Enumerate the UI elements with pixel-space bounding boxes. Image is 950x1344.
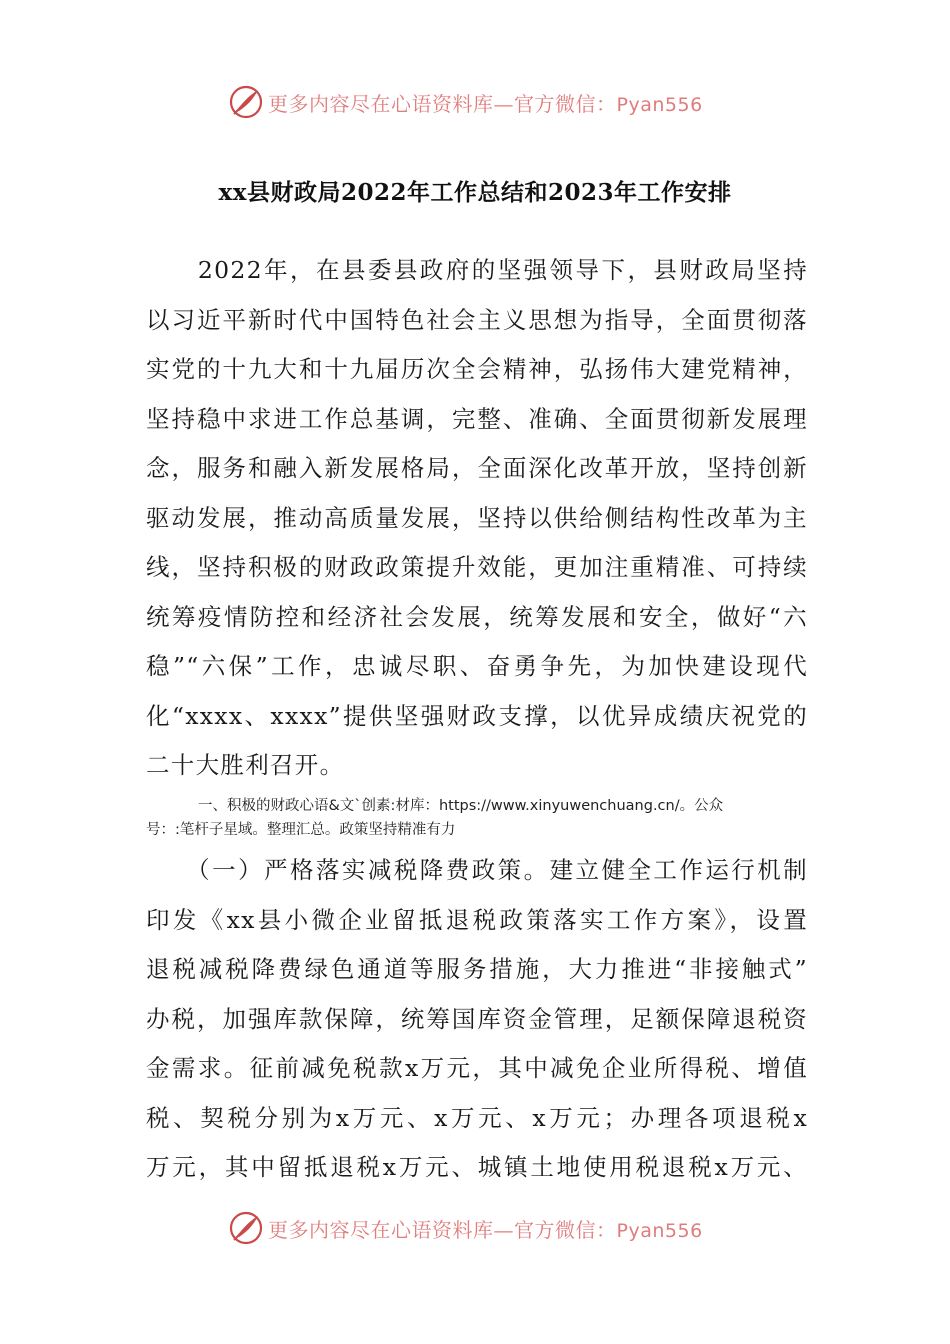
header-watermark-banner (228, 82, 748, 122)
wechat-id: Pyan556 (616, 93, 703, 116)
paragraph-line: 二十大胜利召开。 (146, 751, 345, 779)
document-title: xx县财政局2022年工作总结和2023年工作安排 (218, 179, 732, 206)
paragraph-line: 金需求。征前减免税款x万元，其中减免企业所得税、增值 (146, 1054, 808, 1082)
quill-logo-icon (228, 84, 264, 120)
inserted-note (146, 794, 810, 842)
paragraph-line: 坚持稳中求进工作总基调，完整、准确、全面贯彻新发展理 (146, 404, 808, 433)
paragraph-line: 统筹疫情防控和经济社会发展，统筹发展和安全，做好“六 (146, 602, 808, 631)
paragraph-line: 印发《xx县小微企业留抵退税政策落实工作方案》，设置 (146, 905, 808, 934)
paragraph-line: 线，坚持积极的财政政策提升效能，更加注重精准、可持续 (146, 553, 808, 581)
paragraph-line: 以习近平新时代中国特色社会主义思想为指导，全面贯彻落 (146, 305, 808, 334)
wechat-id: Pyan556 (616, 1219, 703, 1242)
inserted-note-line: 号：:笔杆子星域。整理汇总。政策坚持精准有力 (146, 822, 456, 838)
inserted-note-line: 一、积极的财政心语&文`创素:材库：https://www.xinyuwenchuang.cn/。公众 (198, 798, 724, 814)
paragraph-line: （一）严格落实减税降费政策。建立健全工作运行机制 (146, 856, 808, 884)
banner-text: 更多内容尽在心语资料库—官方微信：Pyan556 (268, 91, 703, 116)
paragraph-line: 退税减税降费绿色通道等服务措施，大力推进“非接触式” (146, 955, 808, 983)
banner-text: 更多内容尽在心语资料库—官方微信：Pyan556 (268, 1217, 703, 1242)
paragraph-line: 实党的十九大和十九届历次全会精神，弘扬伟大建党精神， (146, 355, 808, 383)
paragraph-line: 税、契税分别为x万元、x万元、x万元；办理各项退税x (146, 1103, 808, 1132)
paragraph-line: 化“xxxx、xxxx”提供坚强财政支撑，以优异成绩庆祝党的 (146, 701, 808, 730)
paragraph-2 (146, 846, 808, 1193)
paragraph-line: 办税，加强库款保障，统筹国库资金管理，足额保障退税资 (146, 1004, 808, 1033)
paragraph-1 (146, 246, 808, 791)
paragraph-line: 驱动发展，推动高质量发展，坚持以供给侧结构性改革为主 (146, 503, 808, 532)
paragraph-line: 念，服务和融入新发展格局，全面深化改革开放，坚持创新 (146, 454, 808, 482)
footer-watermark-banner (228, 1208, 748, 1248)
quill-logo-icon (228, 1210, 264, 1246)
paragraph-line: 万元，其中留抵退税x万元、城镇土地使用税退税x万元、 (146, 1153, 808, 1181)
paragraph-line: 稳”“六保”工作，忠诚尽职、奋勇争先，为加快建设现代 (146, 652, 808, 680)
paragraph-line: 2022年，在县委县政府的坚强领导下，县财政局坚持 (146, 256, 808, 284)
